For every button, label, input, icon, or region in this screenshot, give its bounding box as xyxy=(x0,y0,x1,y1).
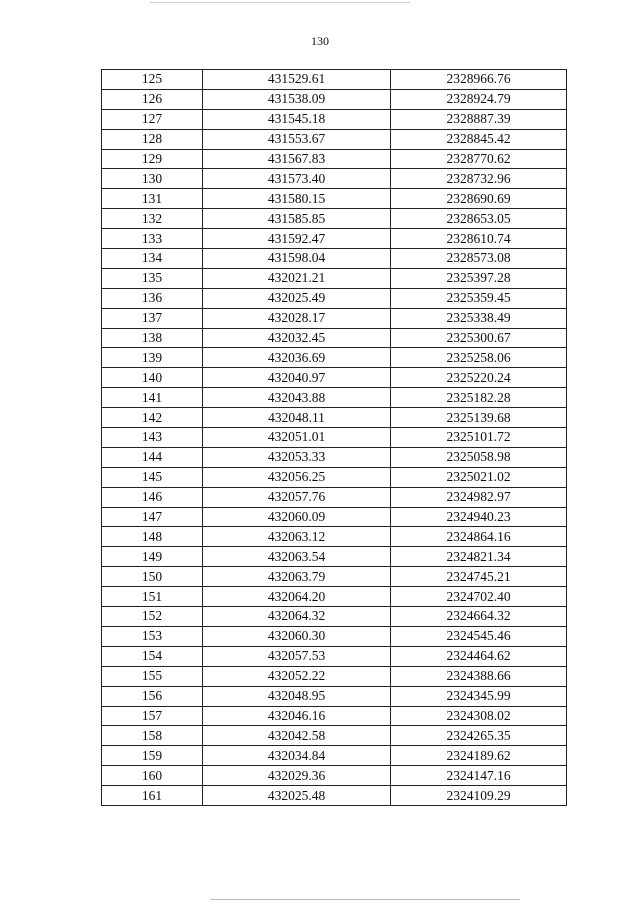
x-coordinate-cell: 432043.88 xyxy=(203,388,391,408)
x-coordinate-cell: 432048.95 xyxy=(203,686,391,706)
table-row xyxy=(102,547,567,567)
x-coordinate-cell: 432048.11 xyxy=(203,408,391,428)
table-row xyxy=(102,229,567,249)
x-coordinate-cell: 431592.47 xyxy=(203,229,391,249)
table-row xyxy=(102,467,567,487)
point-number-cell: 130 xyxy=(102,169,203,189)
x-coordinate-cell: 432029.36 xyxy=(203,766,391,786)
y-coordinate-cell: 2328732.96 xyxy=(391,169,567,189)
table-row xyxy=(102,129,567,149)
table-row xyxy=(102,388,567,408)
point-number-cell: 135 xyxy=(102,268,203,288)
y-coordinate-cell: 2324308.02 xyxy=(391,706,567,726)
point-number-cell: 146 xyxy=(102,487,203,507)
point-number-cell: 141 xyxy=(102,388,203,408)
x-coordinate-cell: 432032.45 xyxy=(203,328,391,348)
y-coordinate-cell: 2325220.24 xyxy=(391,368,567,388)
scan-edge-line-bottom xyxy=(210,899,520,900)
x-coordinate-cell: 432051.01 xyxy=(203,428,391,448)
table-row xyxy=(102,567,567,587)
x-coordinate-cell: 432060.09 xyxy=(203,507,391,527)
table-row xyxy=(102,189,567,209)
y-coordinate-cell: 2324702.40 xyxy=(391,587,567,607)
x-coordinate-cell: 432056.25 xyxy=(203,467,391,487)
y-coordinate-cell: 2328770.62 xyxy=(391,149,567,169)
y-coordinate-cell: 2328573.08 xyxy=(391,249,567,269)
x-coordinate-cell: 432046.16 xyxy=(203,706,391,726)
x-coordinate-cell: 432063.54 xyxy=(203,547,391,567)
point-number-cell: 132 xyxy=(102,209,203,229)
point-number-cell: 140 xyxy=(102,368,203,388)
x-coordinate-cell: 432021.21 xyxy=(203,268,391,288)
x-coordinate-cell: 432034.84 xyxy=(203,746,391,766)
y-coordinate-cell: 2324265.35 xyxy=(391,726,567,746)
table-row xyxy=(102,447,567,467)
table-row xyxy=(102,70,567,90)
point-number-cell: 151 xyxy=(102,587,203,607)
y-coordinate-cell: 2328610.74 xyxy=(391,229,567,249)
table-row xyxy=(102,288,567,308)
y-coordinate-cell: 2328887.39 xyxy=(391,109,567,129)
point-number-cell: 147 xyxy=(102,507,203,527)
table-row xyxy=(102,666,567,686)
point-number-cell: 133 xyxy=(102,229,203,249)
table-row xyxy=(102,149,567,169)
page-number: 130 xyxy=(311,34,329,48)
table-row xyxy=(102,308,567,328)
y-coordinate-cell: 2328690.69 xyxy=(391,189,567,209)
table-row xyxy=(102,89,567,109)
point-number-cell: 156 xyxy=(102,686,203,706)
point-number-cell: 127 xyxy=(102,109,203,129)
y-coordinate-cell: 2325300.67 xyxy=(391,328,567,348)
table-row xyxy=(102,109,567,129)
x-coordinate-cell: 432052.22 xyxy=(203,666,391,686)
y-coordinate-cell: 2324664.32 xyxy=(391,607,567,627)
y-coordinate-cell: 2324821.34 xyxy=(391,547,567,567)
x-coordinate-cell: 431538.09 xyxy=(203,89,391,109)
y-coordinate-cell: 2328653.05 xyxy=(391,209,567,229)
point-number-cell: 137 xyxy=(102,308,203,328)
x-coordinate-cell: 432060.30 xyxy=(203,626,391,646)
y-coordinate-cell: 2325258.06 xyxy=(391,348,567,368)
table-row xyxy=(102,368,567,388)
y-coordinate-cell: 2324982.97 xyxy=(391,487,567,507)
table-row xyxy=(102,507,567,527)
point-number-cell: 138 xyxy=(102,328,203,348)
x-coordinate-cell: 432042.58 xyxy=(203,726,391,746)
y-coordinate-cell: 2324545.46 xyxy=(391,626,567,646)
point-number-cell: 145 xyxy=(102,467,203,487)
table-row xyxy=(102,706,567,726)
point-number-cell: 152 xyxy=(102,607,203,627)
point-number-cell: 143 xyxy=(102,428,203,448)
x-coordinate-cell: 432063.12 xyxy=(203,527,391,547)
table-row xyxy=(102,686,567,706)
point-number-cell: 129 xyxy=(102,149,203,169)
table-row xyxy=(102,726,567,746)
point-number-cell: 136 xyxy=(102,288,203,308)
y-coordinate-cell: 2325139.68 xyxy=(391,408,567,428)
point-number-cell: 142 xyxy=(102,408,203,428)
x-coordinate-cell: 432057.53 xyxy=(203,646,391,666)
y-coordinate-cell: 2324345.99 xyxy=(391,686,567,706)
coordinates-table xyxy=(101,69,567,806)
x-coordinate-cell: 431553.67 xyxy=(203,129,391,149)
y-coordinate-cell: 2328924.79 xyxy=(391,89,567,109)
point-number-cell: 134 xyxy=(102,249,203,269)
y-coordinate-cell: 2324109.29 xyxy=(391,786,567,806)
table-row xyxy=(102,328,567,348)
y-coordinate-cell: 2325359.45 xyxy=(391,288,567,308)
table-row xyxy=(102,646,567,666)
y-coordinate-cell: 2325182.28 xyxy=(391,388,567,408)
x-coordinate-cell: 432025.49 xyxy=(203,288,391,308)
table-row xyxy=(102,607,567,627)
table-row xyxy=(102,746,567,766)
x-coordinate-cell: 432053.33 xyxy=(203,447,391,467)
x-coordinate-cell: 432057.76 xyxy=(203,487,391,507)
y-coordinate-cell: 2328966.76 xyxy=(391,70,567,90)
y-coordinate-cell: 2324189.62 xyxy=(391,746,567,766)
coordinates-table-body xyxy=(102,70,567,806)
table-row xyxy=(102,408,567,428)
point-number-cell: 158 xyxy=(102,726,203,746)
x-coordinate-cell: 432063.79 xyxy=(203,567,391,587)
table-row xyxy=(102,209,567,229)
scan-edge-line-top xyxy=(150,2,410,3)
table-row xyxy=(102,786,567,806)
y-coordinate-cell: 2325101.72 xyxy=(391,428,567,448)
table-row xyxy=(102,487,567,507)
y-coordinate-cell: 2324940.23 xyxy=(391,507,567,527)
x-coordinate-cell: 431567.83 xyxy=(203,149,391,169)
point-number-cell: 144 xyxy=(102,447,203,467)
y-coordinate-cell: 2325397.28 xyxy=(391,268,567,288)
table-row xyxy=(102,527,567,547)
y-coordinate-cell: 2324745.21 xyxy=(391,567,567,587)
x-coordinate-cell: 431545.18 xyxy=(203,109,391,129)
point-number-cell: 154 xyxy=(102,646,203,666)
x-coordinate-cell: 432064.32 xyxy=(203,607,391,627)
x-coordinate-cell: 432028.17 xyxy=(203,308,391,328)
table-row xyxy=(102,169,567,189)
x-coordinate-cell: 432040.97 xyxy=(203,368,391,388)
point-number-cell: 128 xyxy=(102,129,203,149)
point-number-cell: 150 xyxy=(102,567,203,587)
y-coordinate-cell: 2325021.02 xyxy=(391,467,567,487)
y-coordinate-cell: 2324388.66 xyxy=(391,666,567,686)
y-coordinate-cell: 2324464.62 xyxy=(391,646,567,666)
y-coordinate-cell: 2325058.98 xyxy=(391,447,567,467)
point-number-cell: 139 xyxy=(102,348,203,368)
point-number-cell: 160 xyxy=(102,766,203,786)
x-coordinate-cell: 431598.04 xyxy=(203,249,391,269)
x-coordinate-cell: 432064.20 xyxy=(203,587,391,607)
point-number-cell: 159 xyxy=(102,746,203,766)
table-row xyxy=(102,268,567,288)
table-row xyxy=(102,766,567,786)
point-number-cell: 148 xyxy=(102,527,203,547)
point-number-cell: 131 xyxy=(102,189,203,209)
x-coordinate-cell: 432036.69 xyxy=(203,348,391,368)
x-coordinate-cell: 432025.48 xyxy=(203,786,391,806)
point-number-cell: 149 xyxy=(102,547,203,567)
y-coordinate-cell: 2325338.49 xyxy=(391,308,567,328)
point-number-cell: 161 xyxy=(102,786,203,806)
table-row xyxy=(102,428,567,448)
point-number-cell: 125 xyxy=(102,70,203,90)
x-coordinate-cell: 431573.40 xyxy=(203,169,391,189)
y-coordinate-cell: 2324147.16 xyxy=(391,766,567,786)
point-number-cell: 126 xyxy=(102,89,203,109)
table-row xyxy=(102,587,567,607)
y-coordinate-cell: 2324864.16 xyxy=(391,527,567,547)
x-coordinate-cell: 431529.61 xyxy=(203,70,391,90)
point-number-cell: 157 xyxy=(102,706,203,726)
table-row xyxy=(102,249,567,269)
point-number-cell: 155 xyxy=(102,666,203,686)
x-coordinate-cell: 431580.15 xyxy=(203,189,391,209)
y-coordinate-cell: 2328845.42 xyxy=(391,129,567,149)
point-number-cell: 153 xyxy=(102,626,203,646)
table-row xyxy=(102,348,567,368)
table-row xyxy=(102,626,567,646)
x-coordinate-cell: 431585.85 xyxy=(203,209,391,229)
